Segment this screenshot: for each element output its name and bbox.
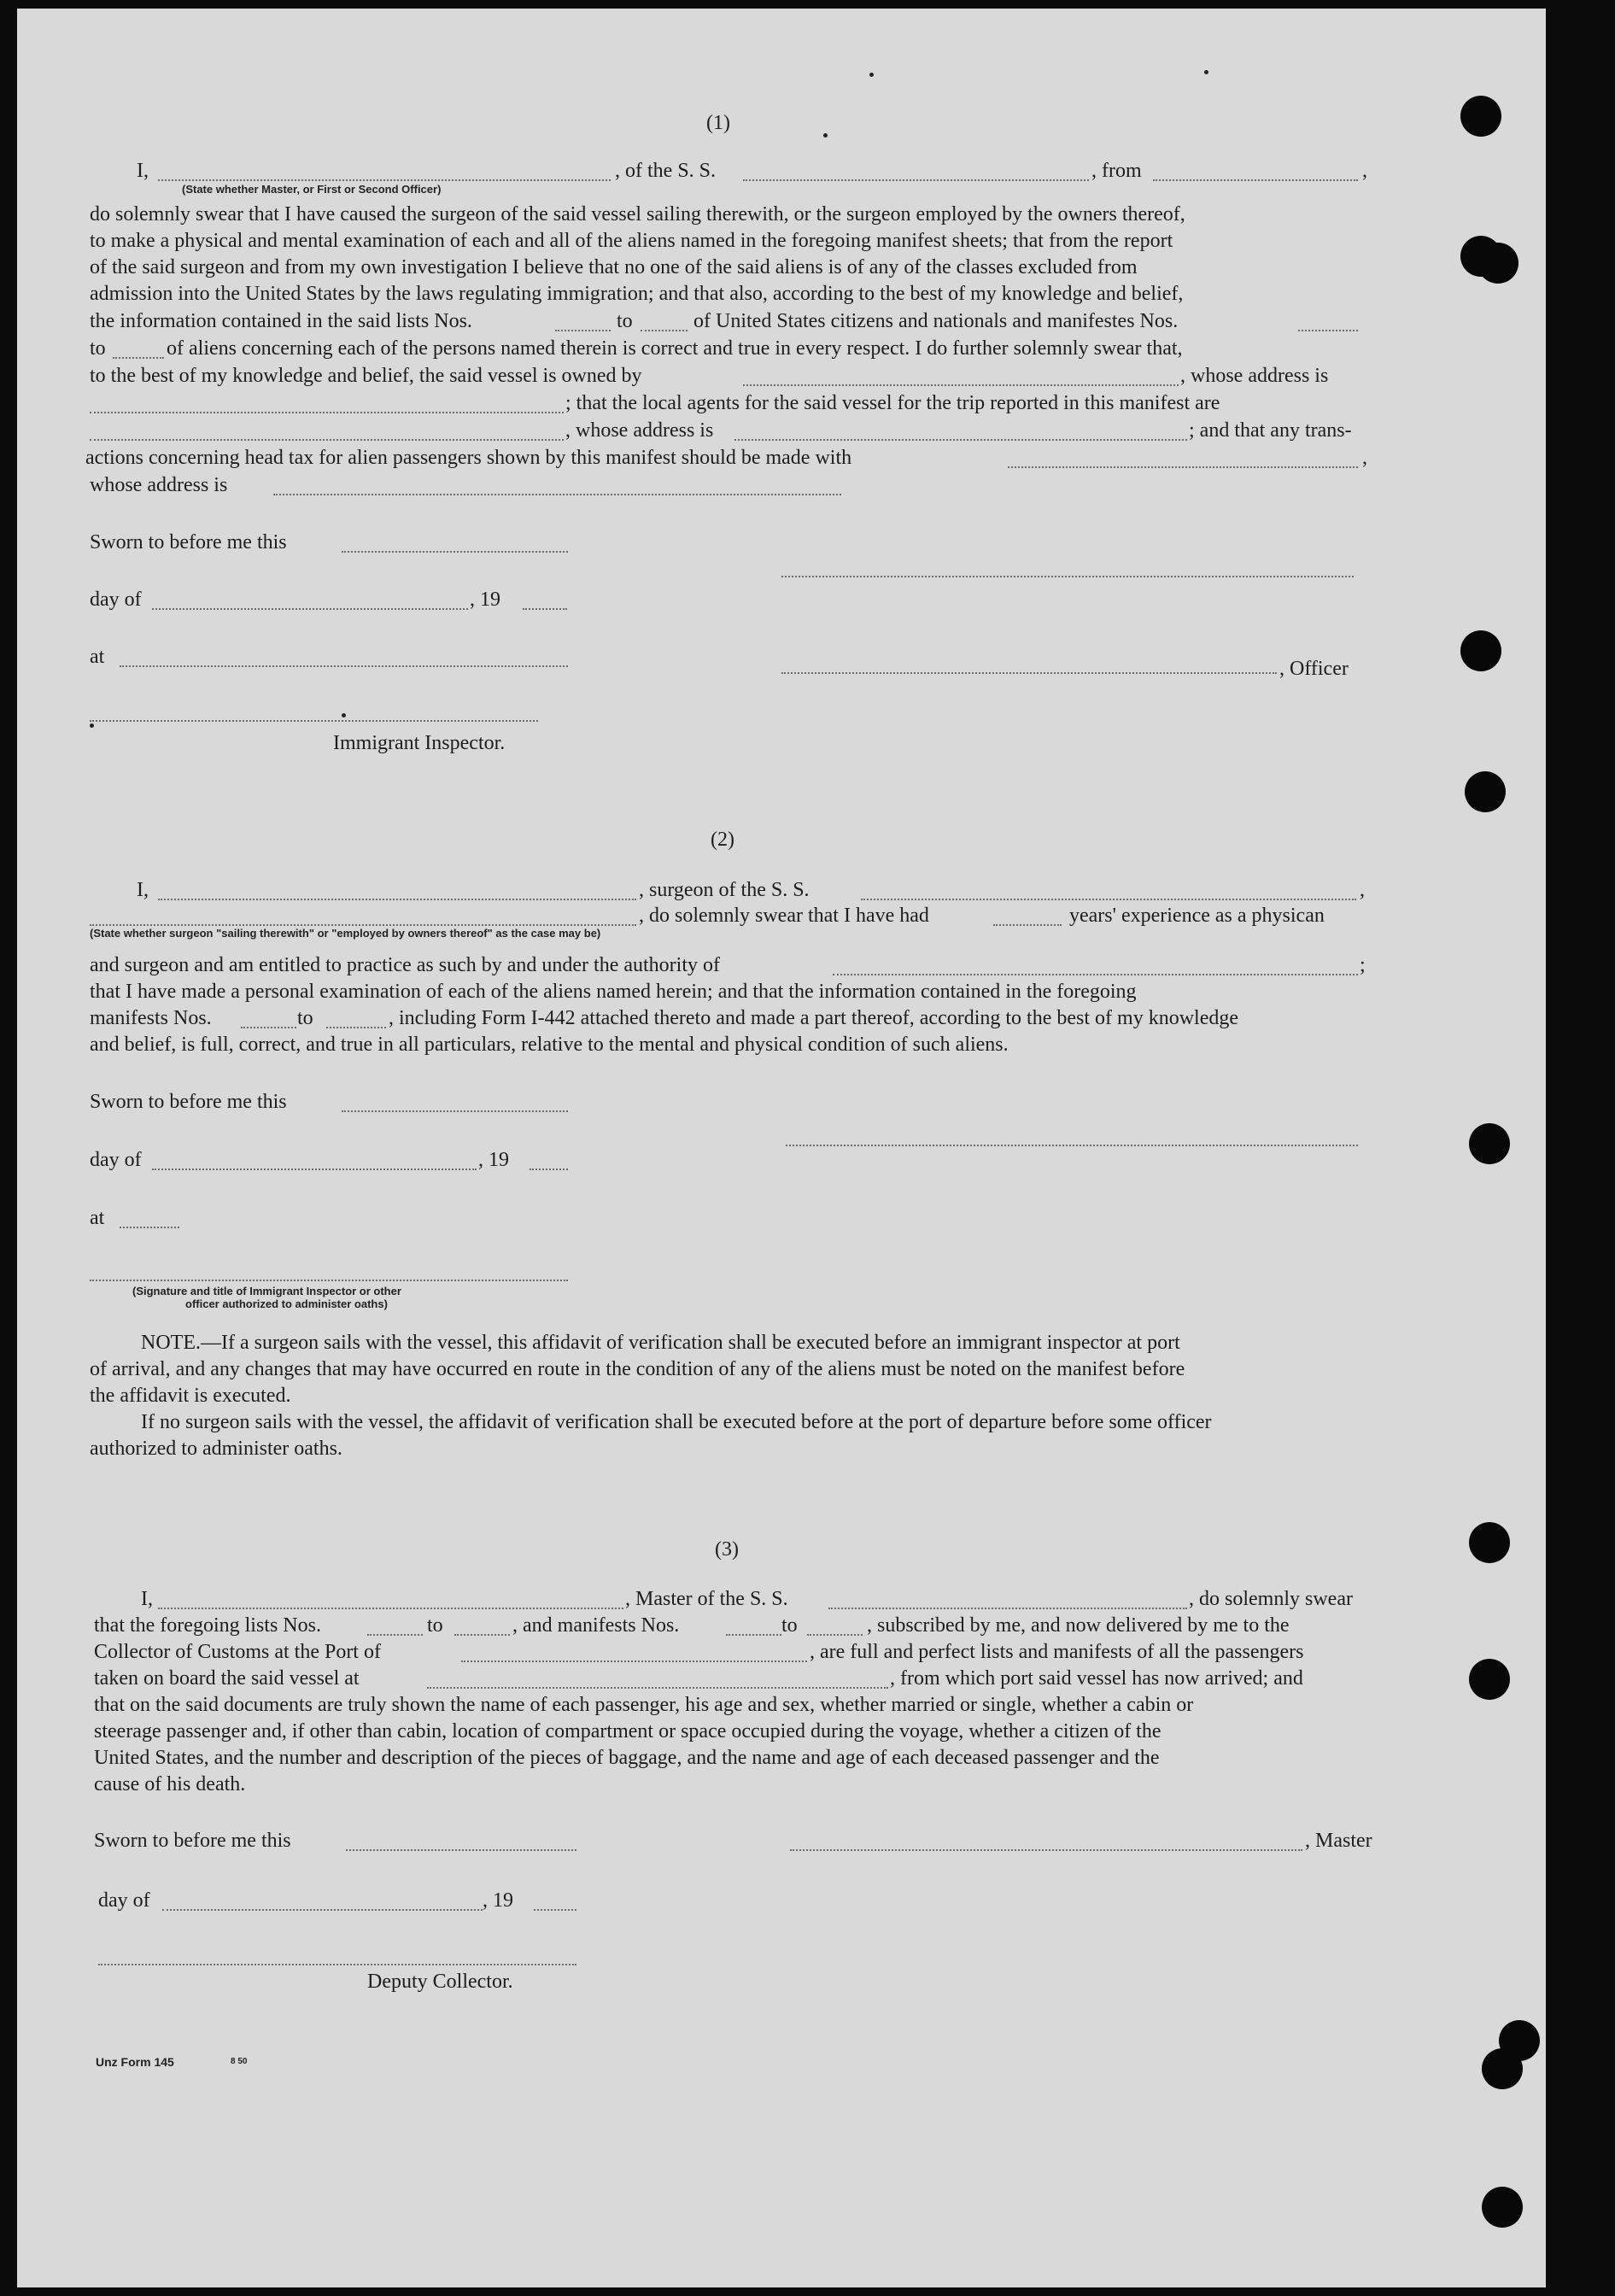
s1-inspector-line[interactable] [90, 720, 538, 722]
s2-manifests-to-field[interactable] [326, 1027, 386, 1028]
s2-i: I, [137, 879, 149, 901]
s3-to: to [427, 1614, 443, 1637]
s3-manifests-from-field[interactable] [726, 1634, 781, 1636]
binder-hole [1469, 1522, 1510, 1563]
s1-at-field[interactable] [120, 665, 568, 667]
s1-line-owned: to the best of my knowledge and belief, the said vessel is owned by [90, 365, 642, 387]
s1-owner-field[interactable] [743, 384, 1179, 386]
s1-info-b: of United States citizens and nationals and manifestes Nos. [693, 310, 1179, 332]
s2-note-2: of arrival, and any changes that may have occurred en route in the condition of any of the aliens must be noted on the manifest before [90, 1358, 1185, 1380]
s1-line-3: of the said surgeon and from my own investigation I believe that no one of the said aliens is of any of the classes excluded from [90, 256, 1138, 278]
form-page [17, 9, 1546, 2287]
s3-lists-to-field[interactable] [454, 1634, 510, 1636]
s2-do-swear: , do solemnly swear that I have had [639, 905, 929, 927]
s3-deputy-line[interactable] [98, 1964, 576, 1965]
s3-and-manifests: , and manifests Nos. [512, 1614, 680, 1637]
s1-manifests-from-field[interactable] [1298, 330, 1358, 331]
s3-master-signature-line[interactable] [790, 1849, 1302, 1851]
s3-taken-on: taken on board the said vessel at [94, 1667, 360, 1690]
s1-officer-hint: (State whether Master, or First or Second Officer) [182, 183, 442, 196]
s2-comma: , [1360, 879, 1365, 901]
s2-years-field[interactable] [993, 924, 1062, 926]
section-number-2: (2) [711, 829, 734, 851]
s2-authority-field[interactable] [833, 974, 1358, 975]
s1-day-of-field[interactable] [152, 608, 468, 610]
s3-line-3: United States, and the number and description of the pieces of baggage, and the name and age of each deceased passenger and the [94, 1747, 1160, 1769]
binder-hole [1465, 771, 1506, 812]
s3-master-label: , Master [1305, 1830, 1372, 1852]
s1-line-2: to make a physical and mental examination of each and all of the aliens named in the foregoing manifest sheets; that from the report [90, 230, 1173, 252]
s2-surgeon-hint: (State whether surgeon "sailing therewith" or "employed by owners thereof" as the case may be) [90, 927, 601, 940]
s1-any-trans: ; and that any trans- [1189, 419, 1352, 442]
s2-sig-hint-1: (Signature and title of Immigrant Inspector or other [132, 1285, 401, 1297]
s3-subscribed: , subscribed by me, and now delivered by me to the [867, 1614, 1290, 1637]
scan-speck [1204, 70, 1208, 74]
s1-info-a: the information contained in the said lists Nos. [90, 310, 472, 332]
binder-hole [1460, 96, 1501, 137]
s1-whose-address-end: whose address is [90, 474, 228, 496]
s1-agents-address-field[interactable] [734, 439, 1187, 441]
binder-hole [1477, 243, 1518, 284]
s3-line-1: that on the said documents are truly shown the name of each passenger, his age and sex, whether married or single, whether a cabin or [94, 1694, 1194, 1716]
s1-officer-line[interactable] [781, 672, 1277, 674]
s1-local-agents: ; that the local agents for the said vessel for the trip reported in this manifest are [565, 392, 1220, 414]
s3-i: I, [141, 1588, 153, 1610]
s1-head-tax-address-field[interactable] [273, 494, 841, 495]
binder-hole [1482, 2187, 1523, 2228]
s2-and-belief: and belief, is full, correct, and true in all particulars, relative to the mental and physical condition of such aliens. [90, 1034, 1009, 1056]
s2-surgeon-of: , surgeon of the S. S. [639, 879, 810, 901]
s1-year-field[interactable] [523, 608, 567, 610]
s1-day-of: day of [90, 589, 142, 611]
s3-do-swear: , do solemnly swear [1189, 1588, 1353, 1610]
s3-are-full: , are full and perfect lists and manifests of all the passengers [810, 1641, 1304, 1663]
s3-sworn-day-field[interactable] [346, 1849, 576, 1851]
scan-speck [342, 713, 346, 718]
scan-border [1546, 0, 1615, 2296]
footer-form-code: 8 50 [231, 2057, 248, 2066]
s3-ship-field[interactable] [828, 1608, 1187, 1609]
s2-note-1: NOTE.—If a surgeon sails with the vessel, this affidavit of verification shall be executed before an immigrant inspector at port [141, 1332, 1180, 1354]
s2-sig-hint-2: officer authorized to administer oaths) [185, 1297, 388, 1310]
s1-lists-to-field[interactable] [641, 330, 688, 331]
s3-manifests-to-field[interactable] [807, 1634, 863, 1636]
s2-note-4: If no surgeon sails with the vessel, the affidavit of verification shall be executed before at the port of departure before some officer [141, 1411, 1212, 1433]
s2-surgeon-type-field[interactable] [90, 924, 636, 926]
s2-note-5: authorized to administer oaths. [90, 1438, 342, 1460]
s2-years-exp: years' experience as a physican [1069, 905, 1325, 927]
s2-to: to [297, 1007, 313, 1029]
s2-semicolon: ; [1360, 954, 1366, 976]
s3-line-4: cause of his death. [94, 1773, 246, 1795]
binder-hole [1469, 1123, 1510, 1164]
s1-line-1: do solemnly swear that I have caused the surgeon of the said vessel sailing therewith, or the surgeon employed by the owners thereof, [90, 203, 1185, 226]
s1-year: , 19 [470, 589, 500, 611]
s1-sworn-day-field[interactable] [342, 551, 568, 553]
s3-port-field[interactable] [461, 1660, 807, 1662]
section-number-1: (1) [706, 112, 730, 134]
s3-foregoing: that the foregoing lists Nos. [94, 1614, 321, 1637]
s1-of-ss: , of the S. S. [615, 160, 717, 182]
s1-whose-address-1: , whose address is [1180, 365, 1329, 387]
s2-ship-field[interactable] [861, 899, 1356, 900]
s1-signature-line[interactable] [781, 576, 1354, 577]
s2-manifests-nos: manifests Nos. [90, 1007, 212, 1029]
s2-year: , 19 [478, 1149, 509, 1171]
s1-ship-field[interactable] [743, 179, 1089, 181]
s1-to2: to [90, 337, 106, 360]
s2-day-of: day of [90, 1149, 142, 1171]
scan-speck [90, 723, 94, 728]
s3-from-which: , from which port said vessel has now arrived; and [890, 1667, 1303, 1690]
s3-taken-at-field[interactable] [427, 1687, 888, 1689]
s3-line-2: steerage passenger and, if other than cabin, location of compartment or space occupied during the voyage, whether a citizen of the [94, 1720, 1162, 1742]
s1-from: , from [1091, 160, 1142, 182]
s3-master-name-field[interactable] [158, 1608, 623, 1609]
s1-at: at [90, 646, 105, 668]
s1-officer-field[interactable] [158, 179, 611, 181]
s2-line-personal: that I have made a personal examination of each of the aliens named herein; and that the information contained in the foregoing [90, 981, 1137, 1003]
s3-sworn: Sworn to before me this [94, 1830, 291, 1852]
s1-actions-comma: , [1362, 447, 1367, 469]
binder-hole [1460, 630, 1501, 671]
s1-line-aliens: of aliens concerning each of the persons named therein is correct and true in every respect. I do further solemnly swear that, [167, 337, 1183, 360]
s2-and-surgeon: and surgeon and am entitled to practice as such by and under the authority of [90, 954, 720, 976]
section-number-3: (3) [715, 1538, 739, 1561]
footer-form-number: Unz Form 145 [96, 2055, 174, 2069]
s1-head-tax-field[interactable] [1008, 466, 1358, 468]
s3-collector: Collector of Customs at the Port of [94, 1641, 381, 1663]
s3-year-field[interactable] [534, 1909, 576, 1911]
s1-inspector-label: Immigrant Inspector. [333, 732, 506, 754]
scan-speck [823, 133, 828, 138]
s2-manifests-from-field[interactable] [241, 1027, 296, 1028]
s2-note-3: the affidavit is executed. [90, 1385, 291, 1407]
s3-day-of: day of [98, 1889, 150, 1912]
s2-at-field[interactable] [120, 1227, 179, 1228]
s1-whose-address-2: , whose address is [565, 419, 714, 442]
s2-inspector-line[interactable] [90, 1280, 568, 1281]
s1-from-comma: , [1362, 160, 1367, 182]
s1-agents-field[interactable] [90, 439, 564, 441]
s1-owner-address-field[interactable] [90, 412, 564, 413]
binder-hole [1482, 2048, 1523, 2089]
s1-line-4: admission into the United States by the laws regulating immigration; and that also, according to the best of my knowledge and belief, [90, 283, 1184, 305]
s1-info-to: to [617, 310, 633, 332]
s3-day-of-field[interactable] [162, 1909, 483, 1911]
s3-lists-from-field[interactable] [367, 1634, 423, 1636]
binder-hole [1469, 1659, 1510, 1700]
s2-signature-line[interactable] [786, 1145, 1358, 1146]
s2-at: at [90, 1207, 105, 1229]
s3-year: , 19 [483, 1889, 513, 1912]
s2-surgeon-name-field[interactable] [158, 899, 636, 900]
scan-speck [869, 73, 874, 77]
s2-year-field[interactable] [530, 1168, 568, 1170]
s1-officer-label: , Officer [1279, 658, 1349, 680]
s2-sworn-day-field[interactable] [342, 1110, 568, 1112]
s2-including: , including Form I-442 attached thereto and made a part thereof, according to the best of my knowledge [389, 1007, 1239, 1029]
s1-sworn: Sworn to before me this [90, 531, 287, 554]
s2-day-of-field[interactable] [152, 1168, 477, 1170]
s3-deputy-label: Deputy Collector. [367, 1971, 513, 1993]
s1-i: I, [137, 160, 149, 182]
s1-lists-from-field[interactable] [555, 330, 611, 331]
s1-manifests-to-field[interactable] [113, 357, 164, 359]
s1-actions: actions concerning head tax for alien passengers shown by this manifest should be made with [85, 447, 852, 469]
s1-from-field[interactable] [1153, 179, 1358, 181]
s3-master-of: , Master of the S. S. [625, 1588, 788, 1610]
s2-sworn: Sworn to before me this [90, 1091, 287, 1113]
s3-to2: to [781, 1614, 798, 1637]
